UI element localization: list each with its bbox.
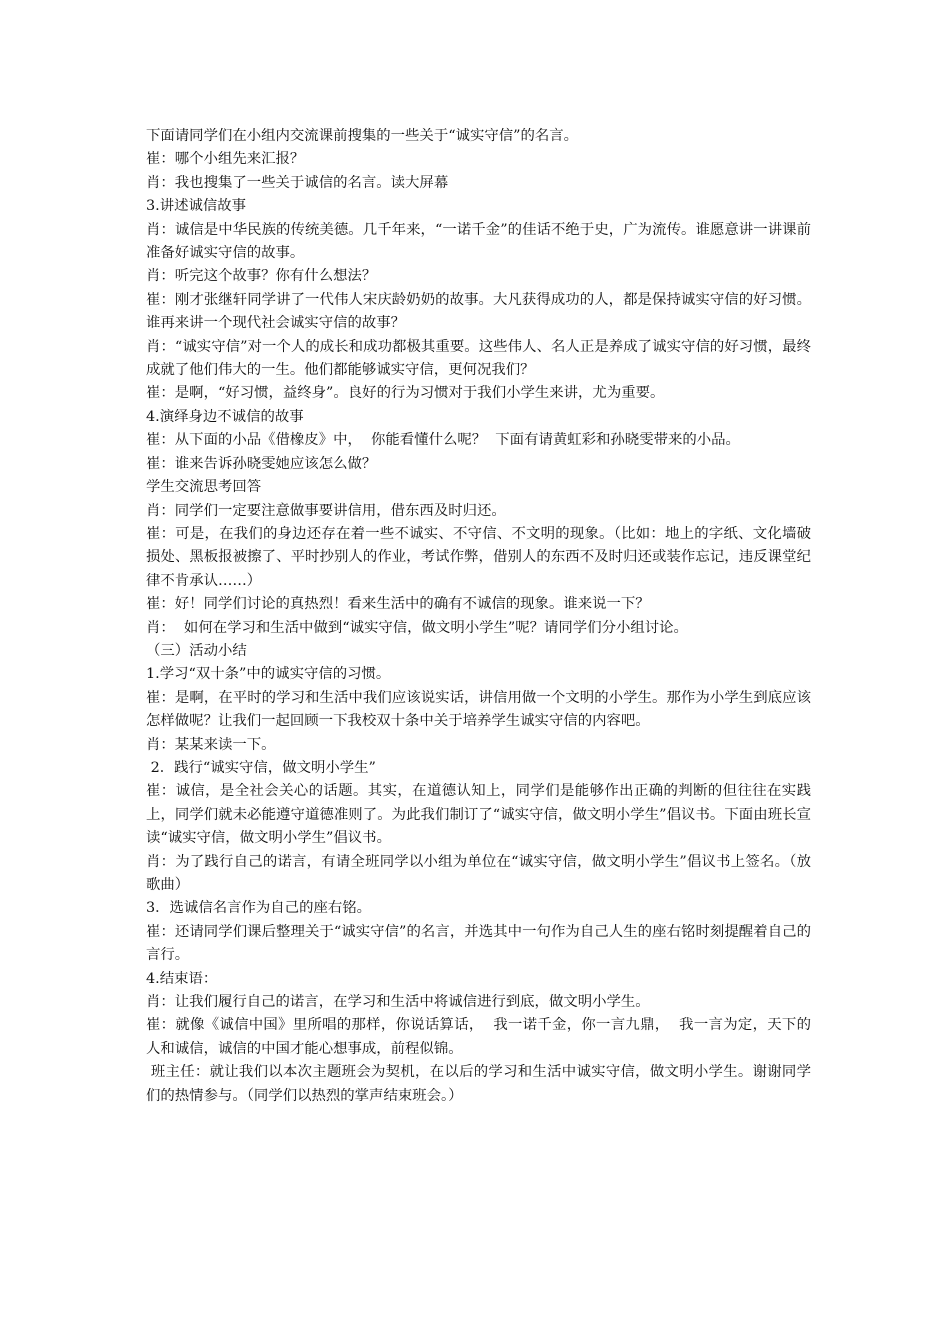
paragraph-14: 崔：可是，在我们的身边还存在着一些不诚实、不守信、不文明的现象。（比如：地上的字纸、文化墙破损处、黑板报被擦了、平时抄别人的作业，考试作弊，借别人的东西不及时归还或装作忘记，违反课堂纪律不肯承认……）: [146, 525, 811, 589]
paragraph-12: 学生交流思考回答: [146, 479, 262, 496]
paragraph-11: 崔：谁来告诉孙晓雯她应该怎么做？: [146, 455, 377, 472]
paragraph-7: 肖：“诚实守信”对一个人的成长和成功都极其重要。这些伟人、名人正是养成了诚实守信的好习惯，最终成就了他们伟大的一生。他们都能够诚实守信，更何况我们？: [146, 338, 811, 379]
paragraph-5: 肖：听完这个故事？你有什么想法？: [146, 268, 377, 285]
paragraph-4: 肖：诚信是中华民族的传统美德。几千年来，“一诺千金”的佳话不绝于史，广为流传。谁愿意讲一讲课前准备好诚实守信的故事。: [146, 221, 811, 262]
paragraph-2: 肖：我也搜集了一些关于诚信的名言。读大屏幕: [146, 174, 449, 191]
subheading-3: 3．选诚信名言作为自己的座右铭。: [146, 900, 372, 917]
paragraph-16: 肖： 如何在学习和生活中做到“诚实守信，做文明小学生”呢？请同学们分小组讨论。: [146, 619, 688, 636]
paragraph-8: 崔：是啊，“好习惯，益终身”。良好的行为习惯对于我们小学生来讲，尤为重要。: [146, 385, 665, 402]
paragraph-0: 下面请同学们在小组内交流课前搜集的一些关于“诚实守信”的名言。: [146, 128, 579, 144]
paragraph-13: 肖：同学们一定要注意做事要讲信用，借东西及时归还。: [146, 502, 506, 519]
section-heading-3: 3.讲述诚信故事: [146, 198, 247, 215]
paragraph-25: 崔：还请同学们课后整理关于“诚实守信”的名言，并选其中一句作为自己人生的座右铭时刻提醒着自己的言行。: [146, 923, 811, 964]
subheading-4: 4.结束语：: [146, 970, 218, 987]
paragraph-20: 肖：某某来读一下。: [146, 736, 276, 753]
paragraph-10: 崔：从下面的小品《借橡皮》中， 你能看懂什么呢？ 下面有请黄虹彩和孙晓雯带来的小品。: [146, 432, 740, 449]
paragraph-6: 崔：刚才张继轩同学讲了一代伟人宋庆龄奶奶的故事。大凡获得成功的人，都是保持诚实守信的好习惯。谁再来讲一个现代社会诚实守信的故事？: [146, 291, 811, 332]
section-heading-summary: （三）活动小结: [146, 642, 247, 659]
document-body: [146, 125, 811, 1108]
section-heading-4: 4.演绎身边不诚信的故事: [146, 408, 304, 425]
subheading-1: 1.学习“双十条”中的诚实守信的习惯。: [146, 666, 391, 683]
paragraph-22: 崔：诚信，是全社会关心的话题。其实，在道德认知上，同学们是能够作出正确的判断的但往往在实践上，同学们就未必能遵守道德准则了。为此我们制订了“诚实守信，做文明小学生”倡议书。下面由班长宣读“诚实守信，做文明小学生”倡议书。: [146, 783, 811, 847]
subheading-2: 2．践行“诚实守信，做文明小学生”: [146, 759, 376, 776]
paragraph-28: 崔：就像《诚信中国》里所唱的那样，你说话算话， 我一诺千金，你一言九鼎， 我一言为定，天下的人和诚信，诚信的中国才能心想事成，前程似锦。: [146, 1017, 811, 1057]
paragraph-1: 崔：哪个小组先来汇报？: [146, 151, 305, 168]
paragraph-19: 崔：是啊，在平时的学习和生活中我们应该说实话，讲信用做一个文明的小学生。那作为小学生到底应该怎样做呢？让我们一起回顾一下我校双十条中关于培养学生诚实守信的内容吧。: [146, 689, 811, 730]
paragraph-27: 肖：让我们履行自己的诺言，在学习和生活中将诚信进行到底，做文明小学生。: [146, 994, 650, 1011]
paragraph-15: 崔：好！同学们讨论的真热烈！看来生活中的确有不诚信的现象。谁来说一下？: [146, 596, 650, 613]
paragraph-23: 肖：为了践行自己的诺言，有请全班同学以小组为单位在“诚实守信，做文明小学生”倡议书上签名。（放歌曲）: [146, 853, 811, 893]
paragraph-29: 班主任：就让我们以本次主题班会为契机，在以后的学习和生活中诚实守信，做文明小学生。谢谢同学们的热情参与。（同学们以热烈的掌声结束班会。）: [146, 1064, 811, 1104]
